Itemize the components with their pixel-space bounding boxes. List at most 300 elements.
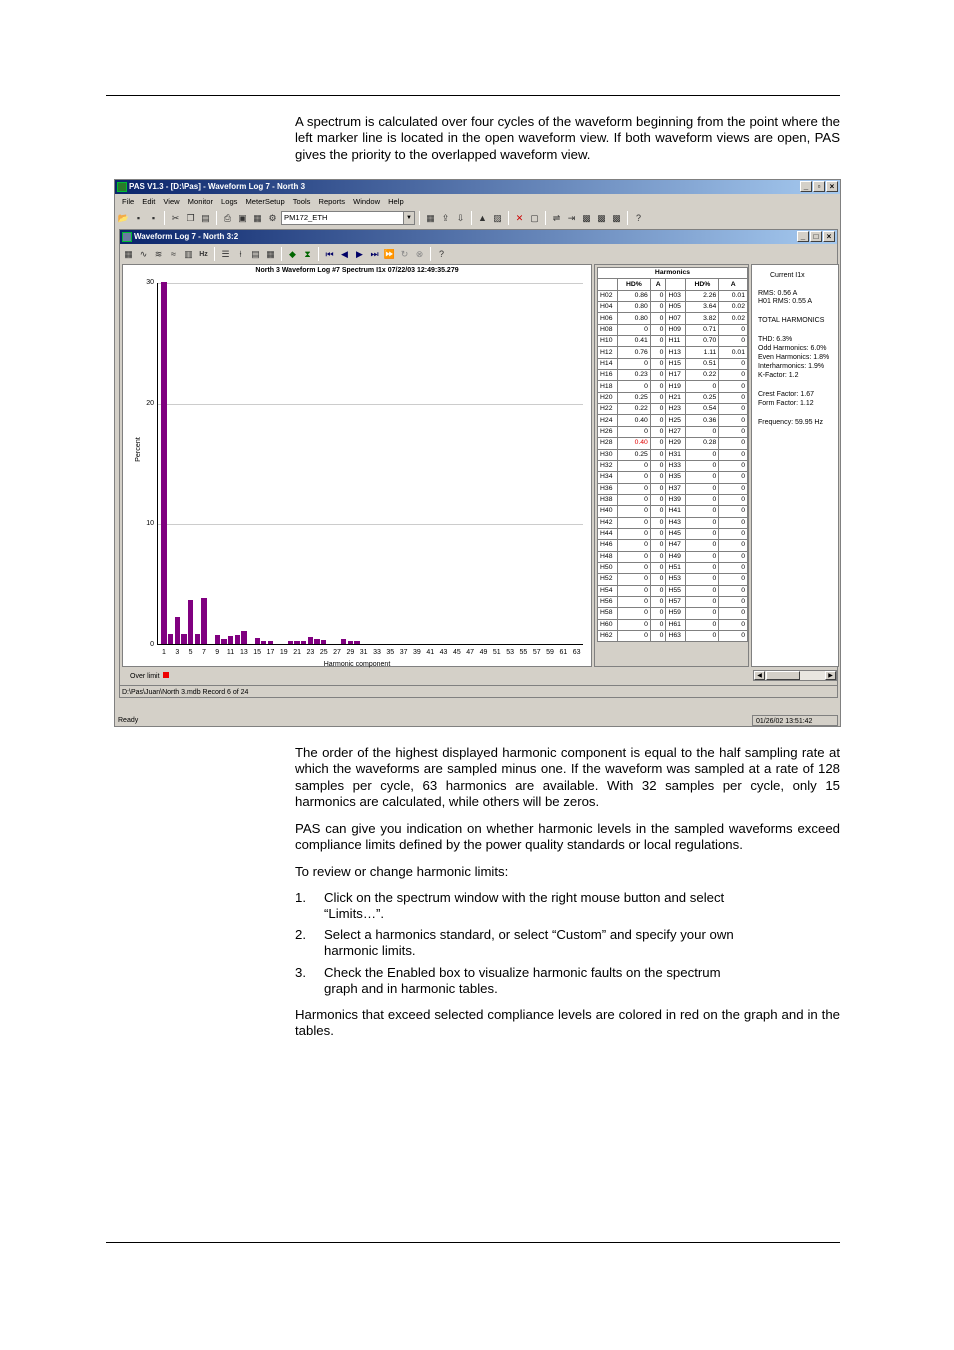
table-cell: 0 xyxy=(650,290,666,301)
table-cell: 0 xyxy=(618,472,651,483)
x-tick-label: 27 xyxy=(333,649,341,656)
menu-item-window[interactable]: Window xyxy=(353,197,381,206)
table-cell: 0 xyxy=(686,460,719,471)
table-cell: 0 xyxy=(618,517,651,528)
table-cell: H13 xyxy=(666,347,686,358)
child-title: Waveform Log 7 - North 3:2 xyxy=(134,232,239,241)
table-cell: 0 xyxy=(650,506,666,517)
table-cell: 0 xyxy=(650,562,666,573)
last-record-icon[interactable]: ⏭ xyxy=(370,248,379,259)
table-cell: 0 xyxy=(618,562,651,573)
table-cell: 0.25 xyxy=(618,392,651,403)
hourglass-icon[interactable]: ⧗ xyxy=(304,248,311,259)
table-cell: H08 xyxy=(598,324,618,335)
table-cell: 0 xyxy=(650,415,666,426)
x-tick-label: 15 xyxy=(253,649,262,656)
status-time: 01/26/02 13:51:42 xyxy=(752,715,838,726)
table-cell: 0 xyxy=(686,517,719,528)
table-cell: 0.25 xyxy=(686,392,719,403)
bar-h2 xyxy=(168,634,173,644)
waveform-toolbar xyxy=(122,245,448,263)
bar-h16 xyxy=(261,641,266,644)
over-limit-swatch xyxy=(163,672,169,678)
bar-h25 xyxy=(321,640,326,644)
table-cell: 0.22 xyxy=(686,370,719,381)
table-cell: 0 xyxy=(719,358,748,369)
connect-icon[interactable]: ⚙ xyxy=(268,212,277,223)
x-tick-label: 23 xyxy=(306,649,315,656)
rms-icon[interactable]: ≈ xyxy=(171,249,176,259)
table-cell: H03 xyxy=(666,290,686,301)
table-cell: 0 xyxy=(719,336,748,347)
step-number: 1. xyxy=(295,890,306,905)
bar-h22 xyxy=(301,641,306,644)
table-title: Harmonics xyxy=(598,268,748,279)
table-cell: H45 xyxy=(666,528,686,539)
table-row xyxy=(598,631,748,642)
table-cell: 0 xyxy=(650,483,666,494)
table-cell: 0 xyxy=(650,596,666,607)
x-tick-label: 11 xyxy=(226,649,235,656)
bar-h4 xyxy=(181,634,186,644)
copy-icon[interactable]: ❐ xyxy=(186,212,195,223)
save-all-icon[interactable]: ▪ xyxy=(151,213,156,223)
table-row xyxy=(598,585,748,596)
table-cell: 0 xyxy=(686,483,719,494)
download-icon[interactable]: ⇩ xyxy=(456,212,465,223)
table-cell: 0 xyxy=(719,506,748,517)
table-cell: 0.02 xyxy=(719,313,748,324)
child-titlebar xyxy=(120,230,837,244)
summary-heading: Current I1x xyxy=(770,272,805,279)
pas-screenshot xyxy=(114,179,841,727)
menu-item-logs[interactable]: Logs xyxy=(221,197,238,206)
x-tick-label: 47 xyxy=(466,649,475,656)
menu-item-edit[interactable]: Edit xyxy=(142,197,156,206)
table-cell: 0 xyxy=(686,449,719,460)
table-cell: H33 xyxy=(666,460,686,471)
table-row xyxy=(598,415,748,426)
pas-app-icon xyxy=(117,182,127,192)
table-cell: H56 xyxy=(598,596,618,607)
next-record-icon[interactable]: ▶ xyxy=(356,248,363,259)
child-close-button[interactable]: × xyxy=(823,231,835,242)
bar-h30 xyxy=(354,641,359,644)
table-cell: 0 xyxy=(719,551,748,562)
zoom-icon[interactable]: ◆ xyxy=(289,248,296,259)
step-number: 2. xyxy=(295,927,306,942)
bar-h9 xyxy=(215,635,220,644)
print-icon[interactable]: ⎙ xyxy=(223,212,232,223)
site-select-value: PM172_ETH xyxy=(284,213,328,222)
paragraph-red-highlight: Harmonics that exceed selected compliance levels are colored in red on the graph and in the tables. xyxy=(295,1007,840,1039)
table-cell: 0 xyxy=(618,494,651,505)
menu-item-monitor[interactable]: Monitor xyxy=(187,197,213,206)
table-cell: H09 xyxy=(666,324,686,335)
summary-kfactor: K-Factor: 1.2 xyxy=(758,372,799,379)
image-icon[interactable]: ▨ xyxy=(493,212,502,223)
save-icon[interactable]: ▪ xyxy=(136,213,141,223)
x-tick-label: 51 xyxy=(492,649,501,656)
table-view-icon[interactable]: ▦ xyxy=(124,248,133,259)
open-icon[interactable]: 📂 xyxy=(117,212,130,223)
scroll-left-icon[interactable]: ◀ xyxy=(754,671,765,680)
tou-icon[interactable]: ▩ xyxy=(612,212,621,223)
table-cell: H44 xyxy=(598,528,618,539)
table-cell: 3.82 xyxy=(686,313,719,324)
paragraph-limits: PAS can give you indication on whether harmonic levels in the sampled waveforms exceed compliance limits defined by the power quality standards or local regulations. xyxy=(295,821,840,853)
help-icon[interactable]: ? xyxy=(438,249,444,259)
table-cell: H24 xyxy=(598,415,618,426)
x-tick-label: 39 xyxy=(413,649,421,656)
table-cell: H11 xyxy=(666,336,686,347)
table-cell: 0.01 xyxy=(719,290,748,301)
table-cell: 0 xyxy=(618,483,651,494)
table-icon[interactable]: ▦ xyxy=(426,212,435,223)
table-cell: 0 xyxy=(650,392,666,403)
table-header xyxy=(598,279,618,290)
table-header xyxy=(666,279,686,290)
step-3 xyxy=(295,965,840,999)
summary-total: TOTAL HARMONICS xyxy=(758,317,825,324)
table-cell: 0 xyxy=(719,483,748,494)
bar-h12 xyxy=(235,635,240,644)
bottom-rule xyxy=(106,1242,840,1243)
bar-h11 xyxy=(228,636,233,644)
table-cell: 0 xyxy=(686,562,719,573)
table-cell: H35 xyxy=(666,472,686,483)
table-cell: H34 xyxy=(598,472,618,483)
child-maximize-button[interactable]: □ xyxy=(810,231,822,242)
table-cell: H40 xyxy=(598,506,618,517)
table-cell: 0.36 xyxy=(686,415,719,426)
bar-h15 xyxy=(255,638,260,644)
table-cell: H21 xyxy=(666,392,686,403)
stop-icon[interactable]: ⊗ xyxy=(415,248,424,259)
table-cell: 0 xyxy=(686,619,719,630)
x-tick-label: 3 xyxy=(175,649,180,656)
table-cell: H14 xyxy=(598,358,618,369)
close-button[interactable]: × xyxy=(826,181,838,192)
table-cell: 0 xyxy=(686,426,719,437)
delete-icon[interactable]: ✕ xyxy=(515,212,524,223)
bar-h7 xyxy=(201,598,206,644)
table-row xyxy=(598,540,748,551)
table-cell: H30 xyxy=(598,449,618,460)
child-minimize-button[interactable]: _ xyxy=(797,231,809,242)
table-cell: 0.25 xyxy=(618,449,651,460)
table-row xyxy=(598,347,748,358)
table-cell: 0 xyxy=(719,631,748,642)
table-row xyxy=(598,358,748,369)
help-icon[interactable]: ? xyxy=(635,213,641,223)
table-header: A xyxy=(650,279,666,290)
table-cell: 0 xyxy=(719,370,748,381)
table-cell: 1.11 xyxy=(686,347,719,358)
table-cell: 0 xyxy=(650,370,666,381)
table-cell: 0.02 xyxy=(719,302,748,313)
menu-item-reports[interactable]: Reports xyxy=(318,197,346,206)
table-row xyxy=(598,392,748,403)
table-cell: 0 xyxy=(719,528,748,539)
table-row xyxy=(598,302,748,313)
table-row xyxy=(598,619,748,630)
x-tick-label: 9 xyxy=(215,649,220,656)
table-cell: 0 xyxy=(650,347,666,358)
upload-icon[interactable]: ⇪ xyxy=(441,212,450,223)
harmonics-table xyxy=(597,267,748,642)
bar-h21 xyxy=(294,641,299,644)
table-cell: 0 xyxy=(719,540,748,551)
chevron-down-icon[interactable]: ▼ xyxy=(403,212,414,224)
bar-h20 xyxy=(288,641,293,644)
table-cell: H54 xyxy=(598,585,618,596)
menu-item-help[interactable]: Help xyxy=(388,197,404,206)
spectrum-icon[interactable]: ▥ xyxy=(184,248,193,259)
table-cell: 0 xyxy=(618,540,651,551)
table-cell: 0 xyxy=(618,619,651,630)
table-cell: 0 xyxy=(650,619,666,630)
table-cell: 3.64 xyxy=(686,302,719,313)
table-cell: H50 xyxy=(598,562,618,573)
x-tick-label: 7 xyxy=(201,649,206,656)
table-cell: 0 xyxy=(686,528,719,539)
x-tick-label: 17 xyxy=(266,649,275,656)
horizontal-scrollbar[interactable] xyxy=(753,670,837,681)
table-cell: H59 xyxy=(666,608,686,619)
x-tick-label: 43 xyxy=(439,649,448,656)
table-row xyxy=(598,483,748,494)
table-cell: 0 xyxy=(650,494,666,505)
filter-icon[interactable]: ⇌ xyxy=(552,212,561,223)
table-row xyxy=(598,426,748,437)
cut-icon[interactable]: ✂ xyxy=(171,212,180,223)
minimize-button[interactable]: _ xyxy=(800,181,812,192)
table-cell: 0 xyxy=(650,404,666,415)
scroll-right-icon[interactable]: ▶ xyxy=(825,671,836,680)
site-select[interactable] xyxy=(281,211,415,225)
scroll-thumb[interactable] xyxy=(766,671,800,680)
table-cell: 0 xyxy=(650,336,666,347)
x-tick-label: 53 xyxy=(506,649,514,656)
table-cell: 0 xyxy=(618,585,651,596)
table-cell: H18 xyxy=(598,381,618,392)
table-cell: H17 xyxy=(666,370,686,381)
bar-h6 xyxy=(195,634,200,644)
bar-h5 xyxy=(188,600,193,644)
table-cell: H28 xyxy=(598,438,618,449)
table-cell: H38 xyxy=(598,494,618,505)
over-limit-label: Over limit xyxy=(130,673,160,680)
step-text: Select a harmonics standard, or select “Custom” and specify your own harmonic limits. xyxy=(324,927,734,959)
frame-icon[interactable]: ▢ xyxy=(530,212,539,223)
x-tick-label: 33 xyxy=(373,649,381,656)
table-row xyxy=(598,290,748,301)
x-tick-label: 45 xyxy=(452,649,461,656)
table-cell: 0 xyxy=(719,415,748,426)
preview-icon[interactable]: ▣ xyxy=(238,212,247,223)
options-icon[interactable]: ▤ xyxy=(251,248,260,259)
bar-h1 xyxy=(161,282,166,644)
x-tick-label: 37 xyxy=(399,649,408,656)
marker-icon[interactable]: ⍿ xyxy=(239,248,242,259)
table-cell: 0.28 xyxy=(686,438,719,449)
table-cell: 0 xyxy=(719,596,748,607)
summary-thd: THD: 6.3% xyxy=(758,336,793,343)
first-record-icon[interactable]: ⏮ xyxy=(325,248,334,259)
summary-pane xyxy=(751,264,839,667)
bar-h29 xyxy=(348,641,353,644)
top-rule xyxy=(106,95,840,96)
app-status-bar xyxy=(115,715,840,727)
paste-icon[interactable]: ▤ xyxy=(201,212,210,223)
status-ready: Ready xyxy=(118,717,139,724)
table-cell: 0 xyxy=(719,472,748,483)
table-cell: 0 xyxy=(719,404,748,415)
table-cell: H16 xyxy=(598,370,618,381)
table-cell: 0 xyxy=(650,585,666,596)
x-tick-label: 35 xyxy=(386,649,395,656)
skip-icon[interactable]: ⏩ xyxy=(383,248,396,259)
table-cell: 0 xyxy=(650,438,666,449)
table-cell: 0 xyxy=(618,460,651,471)
table-cell: 0 xyxy=(650,517,666,528)
table-cell: H51 xyxy=(666,562,686,573)
table-cell: H62 xyxy=(598,631,618,642)
log-icon[interactable]: ▩ xyxy=(597,212,606,223)
gen-icon[interactable]: ▩ xyxy=(582,212,591,223)
x-tick-label: 19 xyxy=(279,649,288,656)
table-cell: 0.22 xyxy=(618,404,651,415)
x-tick-label: 13 xyxy=(239,649,248,656)
table-cell: H52 xyxy=(598,574,618,585)
table-cell: 0 xyxy=(686,540,719,551)
x-tick-label: 31 xyxy=(359,649,368,656)
table-row xyxy=(598,574,748,585)
bar-h24 xyxy=(314,639,319,644)
x-tick-label: 25 xyxy=(319,649,328,656)
table-cell: H37 xyxy=(666,483,686,494)
table-cell: 0 xyxy=(719,608,748,619)
table-cell: 0 xyxy=(650,449,666,460)
menu-item-tools[interactable]: Tools xyxy=(292,197,311,206)
table-cell: H49 xyxy=(666,551,686,562)
x-axis-label: Harmonic component xyxy=(323,661,391,668)
table-row xyxy=(598,449,748,460)
table-cell: 0.86 xyxy=(618,290,651,301)
table-cell: H63 xyxy=(666,631,686,642)
table-cell: 0 xyxy=(686,472,719,483)
table-row xyxy=(598,506,748,517)
menu-item-view[interactable]: View xyxy=(163,197,180,206)
table-cell: H36 xyxy=(598,483,618,494)
table-cell: H46 xyxy=(598,540,618,551)
table-cell: H41 xyxy=(666,506,686,517)
table-cell: 0 xyxy=(618,608,651,619)
table-cell: 0.76 xyxy=(618,347,651,358)
table-cell: 0 xyxy=(650,551,666,562)
table-cell: 0 xyxy=(650,381,666,392)
y-axis-label: Percent xyxy=(132,437,142,462)
summary-rms: RMS: 0.56 A xyxy=(758,290,798,297)
table-cell: 0.71 xyxy=(686,324,719,335)
table-cell: H29 xyxy=(666,438,686,449)
table-row xyxy=(598,494,748,505)
table-cell: 0 xyxy=(686,381,719,392)
menu-bar xyxy=(115,195,840,208)
paragraph-sampling: The order of the highest displayed harmonic component is equal to the half sampling rate at which the waveforms are sampled minus one. If the waveform was sampled at a rate of 128 samples per cycle, 63 harmonics are available. With 32 samples per cycle, only 15 harmonics are calculated, while others will be zeros. xyxy=(295,745,840,809)
table-cell: 0 xyxy=(650,313,666,324)
table-cell: 0 xyxy=(719,517,748,528)
step-number: 3. xyxy=(295,965,306,980)
step-1 xyxy=(295,890,840,924)
table-cell: 0 xyxy=(686,631,719,642)
table-cell: 0.80 xyxy=(618,313,651,324)
export-icon[interactable]: ⇥ xyxy=(567,212,576,223)
list-icon[interactable]: ☰ xyxy=(221,248,230,259)
summary-freq: Frequency: 59.95 Hz xyxy=(758,419,823,426)
table-cell: 0.54 xyxy=(686,404,719,415)
table-cell: H60 xyxy=(598,619,618,630)
table-row xyxy=(598,472,748,483)
table-cell: H47 xyxy=(666,540,686,551)
table-cell: 0 xyxy=(719,381,748,392)
chart-icon[interactable]: ▲ xyxy=(478,213,487,223)
table-cell: H61 xyxy=(666,619,686,630)
table-cell: 0 xyxy=(686,551,719,562)
x-tick-label: 1 xyxy=(162,649,166,656)
grid-line xyxy=(158,283,583,284)
refresh-icon[interactable]: ↻ xyxy=(400,248,409,259)
table-row xyxy=(598,336,748,347)
table-cell: 0.41 xyxy=(618,336,651,347)
bar-h3 xyxy=(175,617,180,644)
table-cell: 0 xyxy=(618,358,651,369)
table-cell: 0.80 xyxy=(618,302,651,313)
summary-crest: Crest Factor: 1.67 xyxy=(758,391,815,398)
table-row xyxy=(598,551,748,562)
table-row xyxy=(598,370,748,381)
hz-button[interactable]: Hz xyxy=(199,250,208,258)
table-cell: 0 xyxy=(618,324,651,335)
restore-button[interactable]: ▫ xyxy=(813,181,825,192)
spectrum-chart[interactable] xyxy=(122,264,592,667)
table-row xyxy=(598,562,748,573)
x-tick-label: 55 xyxy=(519,649,528,656)
x-tick-label: 49 xyxy=(479,649,488,656)
table-cell: 0 xyxy=(650,324,666,335)
table-cell: 0 xyxy=(719,494,748,505)
step-text: Check the Enabled box to visualize harmonic faults on the spectrum graph and in harmonic tables. xyxy=(324,965,721,997)
table-row xyxy=(598,438,748,449)
table-cell: 0.70 xyxy=(686,336,719,347)
properties-icon[interactable]: ▦ xyxy=(266,248,275,259)
table-header: HD% xyxy=(618,279,651,290)
overlap-icon[interactable]: ≋ xyxy=(154,248,163,259)
table-cell: 0 xyxy=(650,358,666,369)
table-cell: H15 xyxy=(666,358,686,369)
table-cell: 0 xyxy=(650,631,666,642)
menu-item-file[interactable]: File xyxy=(122,197,135,206)
waveform-icon[interactable]: ∿ xyxy=(139,248,148,259)
menu-item-metersetup[interactable]: MeterSetup xyxy=(245,197,285,206)
over-limit-legend xyxy=(130,672,169,680)
properties-icon[interactable]: ▦ xyxy=(253,212,262,223)
x-tick-label: 61 xyxy=(559,649,568,656)
table-cell: H10 xyxy=(598,336,618,347)
previous-record-icon[interactable]: ◀ xyxy=(341,248,348,259)
table-cell: 0 xyxy=(719,585,748,596)
